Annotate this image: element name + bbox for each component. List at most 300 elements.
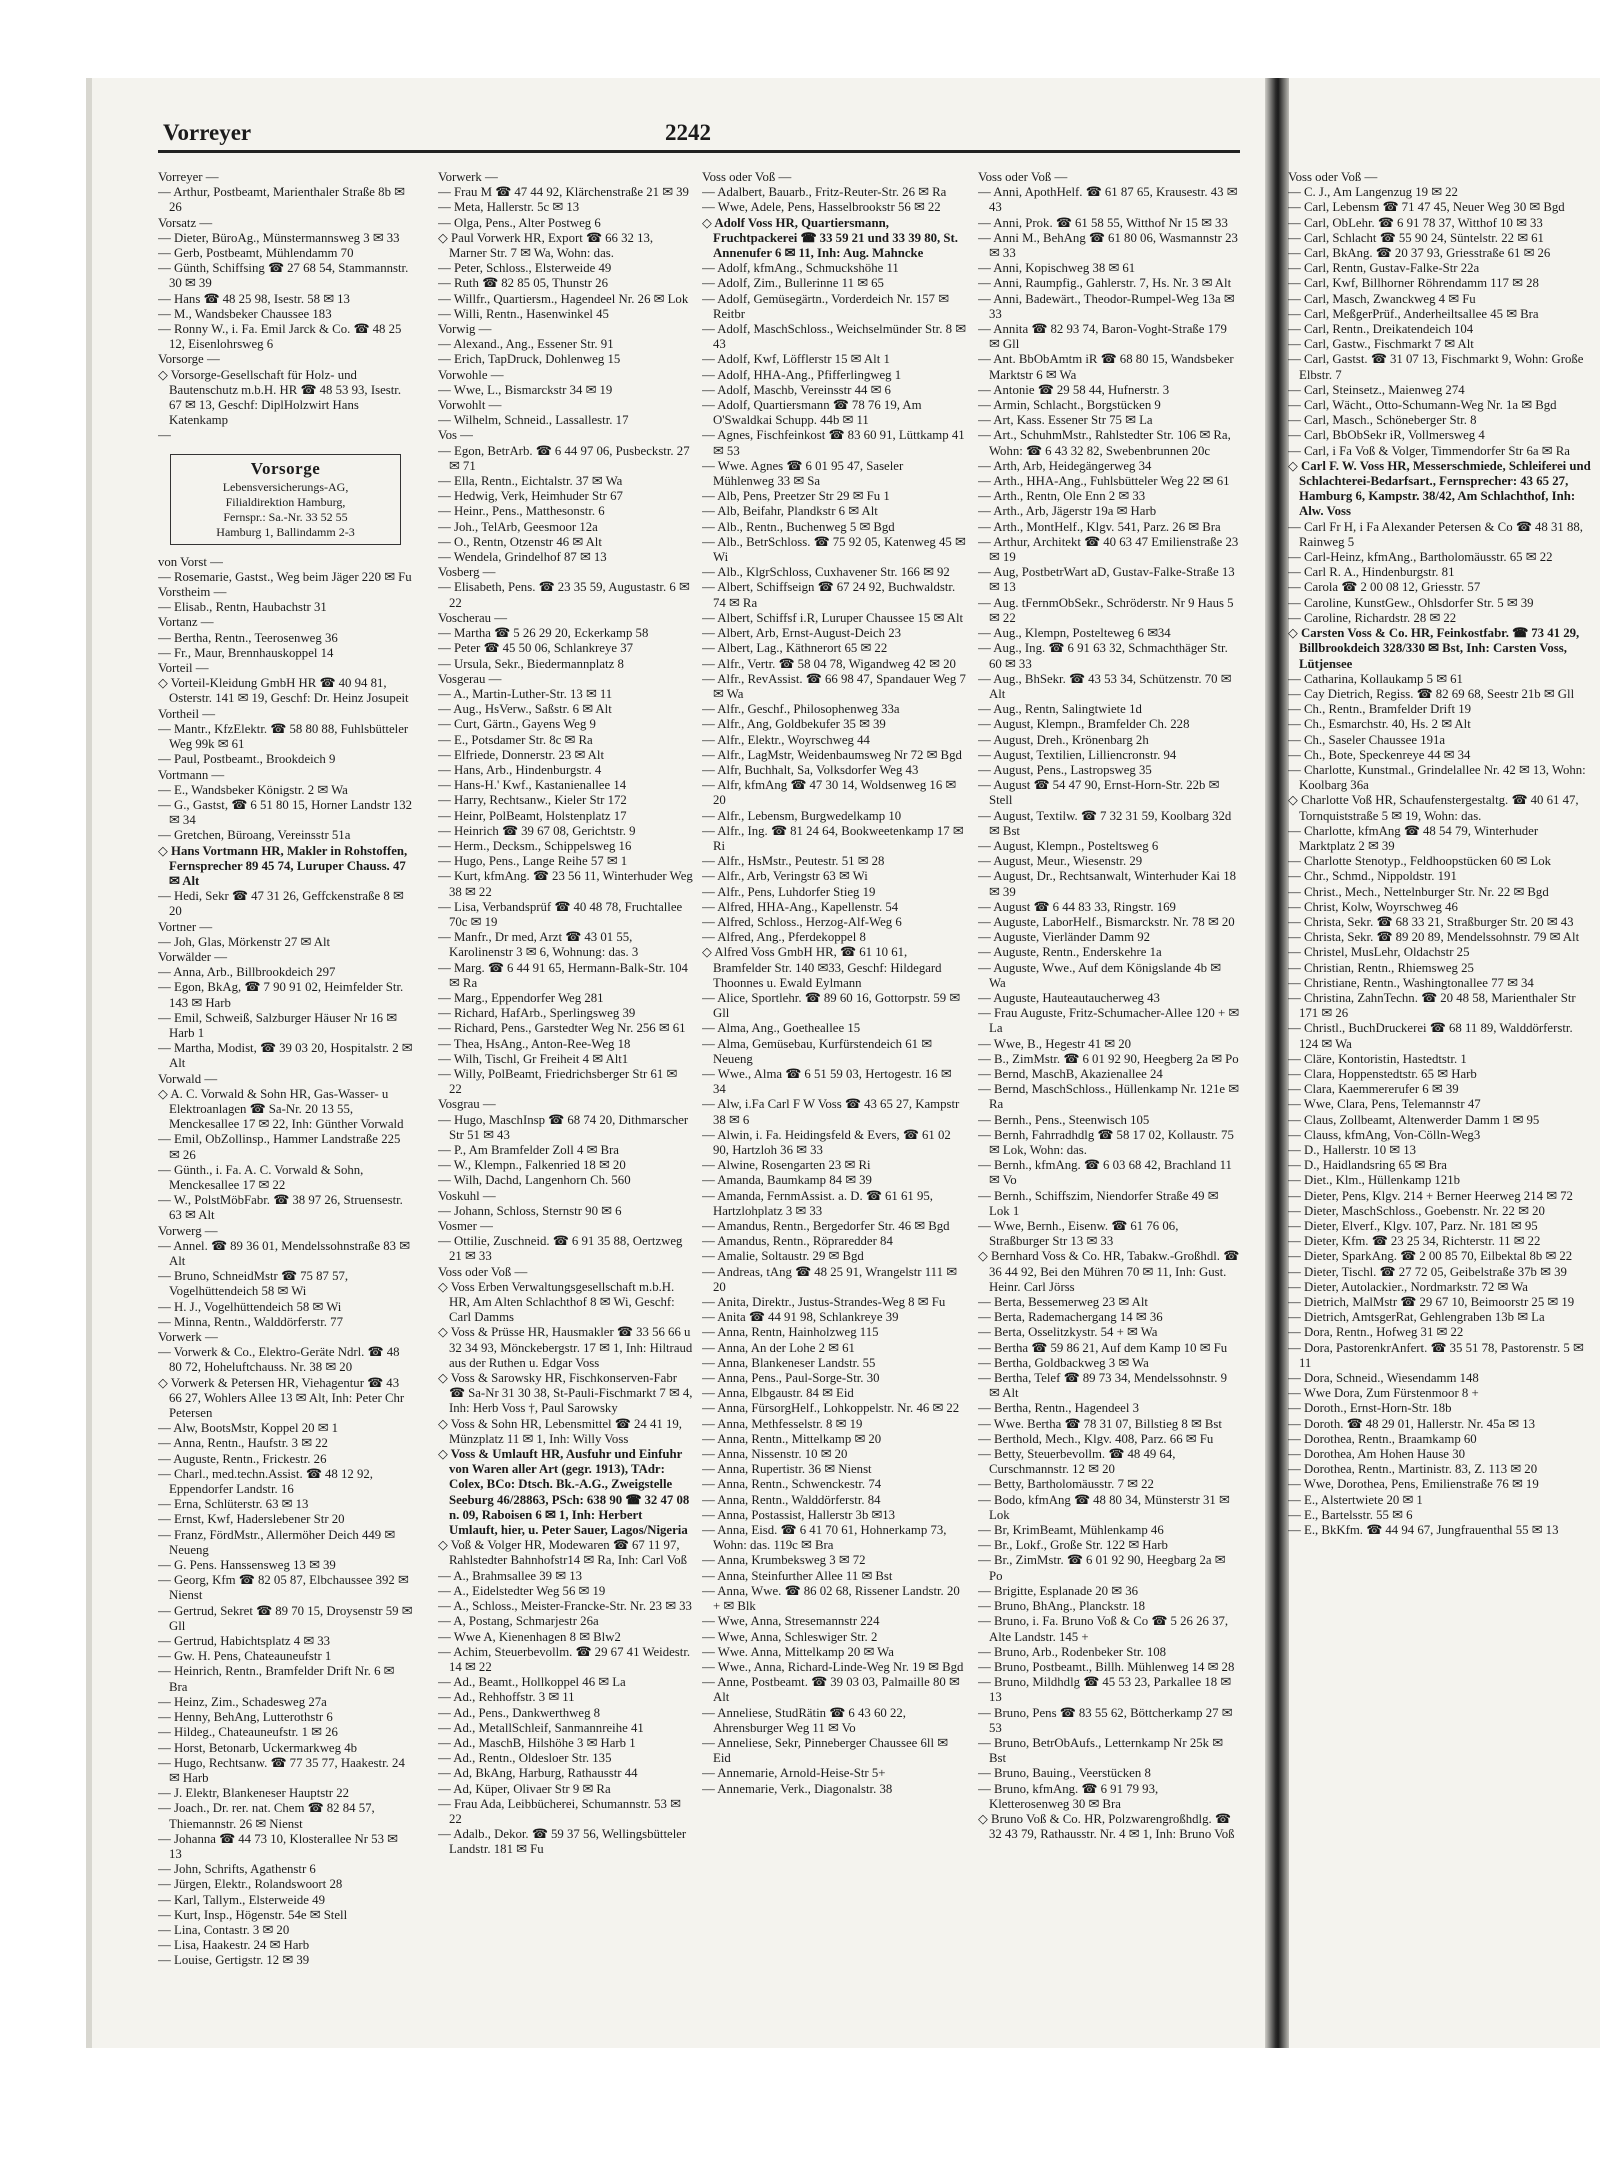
directory-entry: — Gerb, Postbeamt, Mühlendamm 70	[158, 246, 354, 261]
directory-entry: — Wendela, Grindelhof 87 ✉ 13	[438, 550, 607, 565]
directory-entry: — Alfr., Lebensm, Burgwedelkamp 10	[702, 808, 902, 823]
directory-entry: —	[158, 428, 171, 443]
directory-entry: — Dieter, SparkAng. ☎ 2 00 85 70, Eilbektal 8b ✉ 22	[1288, 1249, 1573, 1264]
directory-entry: — Anna, Rentn., Mittelkamp ✉ 20	[702, 1431, 882, 1446]
directory-entry: — Gertrud, Sekret ☎ 89 70 15, Droysenstr 59 ✉ Gll	[158, 1603, 413, 1633]
directory-entry: — Aug., HsVerw., Saßstr. 6 ✉ Alt	[438, 702, 612, 717]
directory-entry: Vosgerau —	[438, 671, 502, 686]
directory-entry: — Auguste, Wwe., Auf dem Königslande 4b ✉ Wa	[978, 960, 1221, 990]
directory-entry: — C. J., Am Langenzug 19 ✉ 22	[1288, 185, 1458, 200]
directory-entry: Voss oder Voß —	[702, 170, 792, 184]
directory-entry: — Dora, Rentn., Hofweg 31 ✉ 22	[1288, 1325, 1464, 1340]
directory-entry: — Wilhelm, Schneid., Lassallestr. 17	[438, 413, 629, 428]
directory-entry: — Anne, Postbeamt. ☎ 39 03 03, Palmaille 80 ✉ Alt	[702, 1675, 960, 1705]
directory-entry: — Carl, Rentn., Dreikatendeich 104	[1288, 322, 1474, 337]
directory-entry: — Alfr., Vertr. ☎ 58 04 78, Wigandweg 42 ✉ 20	[702, 656, 956, 671]
directory-entry: — Hildeg., Chateauneufstr. 1 ✉ 26	[158, 1725, 338, 1740]
directory-entry: — Charlotte, kfmAng ☎ 48 54 79, Winterhuder Marktplatz 2 ✉ 39	[1288, 823, 1539, 853]
directory-entry: — Alfr., HsMstr., Peutestr. 51 ✉ 28	[702, 854, 885, 869]
directory-entry: — Alfred, Schloss., Herzog-Alf-Weg 6	[702, 914, 902, 929]
directory-entry: — Hugo, Pens., Lange Reihe 57 ✉ 1	[438, 854, 628, 869]
directory-entry: — E., Potsdamer Str. 8c ✉ Ra	[438, 732, 593, 747]
directory-entry: — Chr., Schmd., Nippoldstr. 191	[1288, 869, 1457, 884]
directory-entry: — Marg. ☎ 6 44 91 65, Hermann-Balk-Str. 104 ✉ Ra	[438, 960, 688, 990]
directory-entry: — Karl, Tallym., Elsterweide 49	[158, 1892, 325, 1907]
directory-entry: — Marg., Eppendorfer Weg 281	[438, 990, 604, 1005]
directory-entry: — Caroline, Richardstr. 28 ✉ 22	[1288, 610, 1457, 625]
directory-entry: — Alfr., RevAssist. ☎ 66 98 47, Spandauer Weg 7 ✉ Wa	[702, 671, 966, 701]
directory-entry: — Ad., Pens., Dankwerthweg 8	[438, 1705, 601, 1720]
page-edge	[86, 78, 92, 2048]
directory-entry: — Bruno, Arb., Rodenbeker Str. 108	[978, 1644, 1167, 1659]
directory-entry: — Hedwig, Verk, Heimhuder Str 67	[438, 489, 623, 504]
directory-entry: — Anna, Nissenstr. 10 ✉ 20	[702, 1447, 848, 1462]
directory-entry: — Annita ☎ 82 93 74, Baron-Voght-Straße 179 ✉ Gll	[978, 322, 1227, 352]
directory-entry: Vortmann —	[158, 767, 225, 782]
directory-entry: — John, Schrifts, Agathenstr 6	[158, 1862, 316, 1877]
directory-entry: — Carl, BkAng. ☎ 20 37 93, Griesstraße 61 ✉ 26	[1288, 246, 1551, 261]
directory-entry: Vortner —	[158, 919, 213, 934]
directory-entry: — E., Bartelsstr. 55 ✉ 6	[1288, 1507, 1413, 1522]
directory-entry: — Richard, Pens., Garstedter Weg Nr. 256 ✉ 61	[438, 1021, 686, 1036]
directory-entry: ◇ Charlotte Voß HR, Schaufenstergestaltg. ☎ 40 61 47, Tornquiststraße 5 ✉ 19, Wohn: das.	[1288, 793, 1579, 823]
directory-entry: — Alfr., Ang, Goldbekufer 35 ✉ 39	[702, 717, 886, 732]
directory-entry: — Bruno, Bauing., Veerstücken 8	[978, 1766, 1151, 1781]
directory-entry: Vorwohlt —	[438, 398, 502, 413]
directory-entry: — Bernh., Schiffszim, Niendorfer Straße 49 ✉ Lok 1	[978, 1188, 1219, 1218]
directory-entry: — Alfr., Arb, Veringstr 63 ✉ Wi	[702, 869, 868, 884]
directory-entry: — Georg, Kfm ☎ 82 05 87, Elbchaussee 392 ✉ Nienst	[158, 1573, 409, 1603]
directory-entry: — Carl, Masch., Schöneberger Str. 8	[1288, 413, 1477, 428]
directory-column-4	[978, 170, 1240, 1990]
directory-entry: — Ch., Saseler Chaussee 191a	[1288, 732, 1446, 747]
directory-entry: — Carl-Heinz, kfmAng., Bartholomäusstr. 65 ✉ 22	[1288, 550, 1553, 565]
directory-entry: — Meta, Hallerstr. 5c ✉ 13	[438, 200, 580, 215]
directory-entry: Vorstheim —	[158, 585, 227, 600]
directory-entry: — Minna, Rentn., Walddörferstr. 77	[158, 1314, 343, 1329]
directory-entry: — Aug., Rentn, Salingtwiete 1d	[978, 702, 1142, 717]
directory-entry: — Wwe. Agnes ☎ 6 01 95 47, Saseler Mühlenweg 33 ✉ Sa	[702, 458, 904, 489]
directory-entry: — Claus, Zollbeamt, Altenwerder Damm 1 ✉ 95	[1288, 1112, 1540, 1127]
directory-entry: — Alwine, Rosengarten 23 ✉ Ri	[702, 1158, 871, 1173]
directory-entry: — Kurt, kfmAng. ☎ 23 56 11, Winterhuder Weg 38 ✉ 22	[438, 869, 693, 899]
directory-entry: — Dietrich, MalMstr ☎ 29 67 10, Beimoorstr 25 ✉ 19	[1288, 1295, 1575, 1310]
directory-entry: — Arth., Arb, Jägerstr 19a ✉ Harb	[978, 504, 1157, 519]
directory-entry: — Charlotte, Kunstmal., Grindelallee Nr. 42 ✉ 13, Wohn: Koolbarg 36a	[1288, 762, 1586, 793]
directory-entry: ◇ Carl F. W. Voss HR, Messerschmiede, Schleiferei und Schlachterei-Bedarfsart., Fernsprecher: 43 65 27, Hamburg 6, Kampstr. 38/42, Am Schlachthof, Inh: Alw. Voss	[1288, 458, 1591, 519]
directory-entry: — A, Postang, Schmarjestr 26a	[438, 1614, 599, 1629]
directory-entry: — Anna, Wwe. ☎ 86 02 68, Rissener Landstr. 20 + ✉ Blk	[702, 1583, 960, 1614]
directory-entry: — August, Dreh., Krönenbarg 2h	[978, 732, 1149, 747]
directory-entry: — Auguste, Rentn., Frickestr. 26	[158, 1451, 327, 1466]
directory-entry: — Herm., Decksm., Schippelsweg 16	[438, 838, 632, 853]
directory-entry: — Amandus, Rentn., Bergedorfer Str. 46 ✉ Bgd	[702, 1219, 950, 1234]
directory-entry: — Hugo, MaschInsp ☎ 68 74 20, Dithmarscher Str 51 ✉ 43	[438, 1112, 689, 1142]
directory-entry: — Wwe, B., Hegestr 41 ✉ 20	[978, 1036, 1132, 1051]
directory-entry: — Christina, ZahnTechn. ☎ 20 48 58, Marienthaler Str 171 ✉ 26	[1288, 990, 1576, 1021]
directory-entry: Vosberg —	[438, 565, 496, 580]
directory-entry: — Hugo, Rechtsanw. ☎ 77 35 77, Haakestr. 24 ✉ Harb	[158, 1755, 405, 1785]
directory-entry: Vorwerk —	[158, 1330, 218, 1345]
directory-entry: — Adolf, kfmAng., Schmuckshöhe 11	[702, 261, 899, 276]
directory-entry: — Carl, Steinsetz., Maienweg 274	[1288, 382, 1465, 397]
ad-line: Hamburg 1, Ballindamm 2-3	[216, 524, 355, 539]
directory-entry: — Heinz, Zim., Schadesweg 27a	[158, 1694, 327, 1709]
directory-entry: — Gretchen, Büroang, Vereinsstr 51a	[158, 828, 351, 843]
directory-entry: — August, Klempn., Posteltsweg 6	[978, 838, 1159, 853]
directory-entry: Voss oder Voß —	[978, 170, 1068, 184]
directory-entry: ◇ Hans Vortmann HR, Makler in Rohstoffen, Fernsprecher 89 45 74, Luruper Chauss. 47 ✉ Alt	[158, 843, 408, 888]
directory-entry: — Anna, Rentn, Hainholzweg 115	[702, 1325, 879, 1340]
directory-entry: — Arth., Rentn, Ole Enn 2 ✉ 33	[978, 489, 1146, 504]
directory-entry: — Annemarie, Verk., Diagonalstr. 38	[702, 1781, 893, 1796]
directory-entry: — Amanda, FernmAssist. a. D. ☎ 61 61 95, Hartzlohplatz 3 ✉ 33	[702, 1188, 933, 1218]
directory-entry: — Peter ☎ 45 50 06, Schlankreye 37	[438, 641, 634, 656]
directory-entry: — Bruno, kfmAng. ☎ 6 91 79 93, Kletterosenweg 30 ✉ Bra	[978, 1781, 1159, 1811]
directory-entry: — Charlotte Stenotyp., Feldhoopstücken 60 ✉ Lok	[1288, 854, 1552, 869]
directory-entry: Vortanz —	[158, 615, 214, 630]
directory-entry: ◇ A. C. Vorwald & Sohn HR, Gas-Wasser- u Elektroanlagen ☎ Sa-Nr. 20 13 55, Menckesallee 17 ✉ 22, Inh: Günther Vorwald	[158, 1086, 404, 1132]
directory-entry: ◇ Paul Vorwerk HR, Export ☎ 66 32 13, Marner Str. 7 ✉ Wa, Wohn: das.	[438, 230, 654, 261]
directory-entry: — Aug., Klempn, Postelteweg 6 ✉34	[978, 626, 1171, 641]
directory-entry: — Alma, Gemüsebau, Kurfürstendeich 61 ✉ Neueng	[702, 1036, 932, 1066]
directory-entry: — Ottilie, Zuschneid. ☎ 6 91 35 88, Oertzweg 21 ✉ 33	[438, 1234, 683, 1264]
directory-entry: — Anna, Krumbeksweg 3 ✉ 72	[702, 1553, 866, 1568]
directory-entry: — A., Brahmsallee 39 ✉ 13	[438, 1568, 583, 1583]
directory-entry: — Alb., BetrSchloss. ☎ 75 92 05, Katenweg 45 ✉ Wi	[702, 534, 966, 565]
directory-entry: — E., Alstertwiete 20 ✉ 1	[1288, 1492, 1423, 1507]
directory-entry: — Ad, Küper, Olivaer Str 9 ✉ Ra	[438, 1781, 611, 1796]
directory-entry: — Anita ☎ 44 91 98, Schlankreye 39	[702, 1310, 899, 1325]
directory-entry: — Alw, i.Fa Carl F W Voss ☎ 43 65 27, Kampstr 38 ✉ 6	[702, 1097, 960, 1127]
directory-entry: — Cay Dietrich, Regiss. ☎ 82 69 68, Seestr 21b ✉ Gll	[1288, 686, 1575, 701]
directory-entry: — Ronny W., i. Fa. Emil Jarck & Co. ☎ 48 25 12, Eisenlohrsweg 6	[158, 322, 402, 352]
directory-entry: — Gw. H. Pens, Chateauneufstr 1	[158, 1649, 332, 1664]
directory-entry: — Harry, Rechtsanw., Kieler Str 172	[438, 793, 627, 808]
directory-entry: ◇ Voss Erben Verwaltungsgesellschaft m.b.H. HR, Am Alten Schlachthof 8 ✉ Wi, Geschf: Carl Damms	[438, 1279, 675, 1325]
directory-entry: — Christa, Sekr. ☎ 68 33 21, Straßburger Str. 20 ✉ 43	[1288, 914, 1574, 929]
directory-entry: — Clauss, kfmAng, Von-Cölln-Weg3	[1288, 1127, 1481, 1142]
directory-entry: — Ad., Beamt., Hollkoppel 46 ✉ La	[438, 1675, 626, 1690]
directory-entry: — Auguste, Vierländer Damm 92	[978, 930, 1151, 945]
directory-entry: — Anni, Badewärt., Theodor-Rumpel-Weg 13a ✉ 33	[978, 291, 1235, 321]
directory-entry: — Manfr., Dr med, Arzt ☎ 43 01 55, Karolinenstr 3 ✉ 6, Wohnung: das. 3	[438, 930, 639, 960]
directory-entry: — Anna, Methfesselstr. 8 ✉ 19	[702, 1416, 863, 1431]
directory-entry: Vosgrau —	[438, 1097, 496, 1112]
directory-entry: — Cläre, Kontoristin, Hastedtstr. 1	[1288, 1051, 1467, 1066]
directory-entry: — Caroline, KunstGew., Ohlsdorfer Str. 5 ✉ 39	[1288, 595, 1534, 610]
directory-entry: ◇ Voß & Volger HR, Modewaren ☎ 67 11 97, Rahlstedter Bahnhofstr14 ✉ Ra, Inh: Carl Voß	[438, 1538, 688, 1568]
directory-entry: — Peter, Schloss., Elsterweide 49	[438, 261, 612, 276]
directory-entry: — Carl, Lebensm ☎ 71 47 45, Neuer Weg 30 ✉ Bgd	[1288, 200, 1565, 215]
directory-entry: — Anna, Rentn., Schwenckestr. 74	[702, 1477, 882, 1492]
directory-entry: — Elisab., Rentn, Haubachstr 31	[158, 600, 327, 615]
directory-entry: ◇ Adolf Voss HR, Quartiersmann, Fruchtpackerei ☎ 33 59 21 und 33 39 80, St. Annenufer 6 ✉ 11, Inh: Aug. Mahncke	[702, 215, 958, 261]
header-rule	[158, 150, 1240, 153]
directory-entry: — August ☎ 6 44 83 33, Ringstr. 169	[978, 899, 1176, 914]
directory-entry: — Curt, Gärtn., Gayens Weg 9	[438, 717, 596, 732]
directory-entry: — D., Haidlandsring 65 ✉ Bra	[1288, 1158, 1447, 1173]
directory-entry: — Arth., MontHelf., Klgv. 541, Parz. 26 ✉ Bra	[978, 519, 1221, 534]
directory-entry: — Charl., med.techn.Assist. ☎ 48 12 92, Eppendorfer Landstr. 16	[158, 1466, 373, 1497]
directory-entry: — Christel, MusLehr, Oldachstr 25	[1288, 945, 1470, 960]
directory-entry: — Wwe, Bernh., Eisenw. ☎ 61 76 06, Straßburger Str 13 ✉ 33	[978, 1219, 1179, 1249]
directory-entry: ◇ Bernhard Voss & Co. HR, Tabakw.-Großhdl. ☎ 36 44 92, Bei den Mühren 70 ✉ 11, Inh: Gust. Heinr. Carl Jörss	[978, 1249, 1240, 1294]
directory-entry: — Alwin, i. Fa. Heidingsfeld & Evers, ☎ 61 02 90, Hartzloh 36 ✉ 33	[702, 1127, 951, 1157]
directory-entry: — Bertha, Telef ☎ 89 73 34, Mendelssohnstr. 9 ✉ Alt	[978, 1371, 1228, 1401]
directory-entry: — Carl, Gastst. ☎ 31 07 13, Fischmarkt 9, Wohn: Große Elbstr. 7	[1288, 352, 1584, 382]
directory-entry: — Alb, Pens, Preetzer Str 29 ✉ Fu 1	[702, 489, 890, 504]
directory-entry: — Dorothea, Rentn., Martinistr. 83, Z. 113 ✉ 20	[1288, 1462, 1538, 1477]
directory-entry: — Wwe. Anna, Mittelkamp 20 ✉ Wa	[702, 1644, 894, 1659]
directory-entry: — Carl, ObLehr. ☎ 6 91 78 37, Witthof 10 ✉ 33	[1288, 215, 1543, 230]
directory-entry: — Christ, Kolw, Woyrschweg 46	[1288, 899, 1458, 914]
directory-entry: — Ruth ☎ 82 85 05, Thunstr 26	[438, 276, 608, 291]
directory-entry: — Arthur, Postbeamt, Marienthaler Straße 8b ✉ 26	[158, 185, 405, 215]
directory-entry: — Heinrich, Rentn., Bramfelder Drift Nr. 6 ✉ Bra	[158, 1664, 395, 1694]
book-gutter	[1265, 78, 1289, 2048]
directory-entry: — Louise, Gertigstr. 12 ✉ 39	[158, 1953, 310, 1968]
directory-entry: — August ☎ 54 47 90, Ernst-Horn-Str. 22b ✉ Stell	[978, 778, 1220, 808]
directory-entry: — Alfred, HHA-Ang., Kapellenstr. 54	[702, 899, 899, 914]
directory-entry: — Clara, Hoppenstedtstr. 65 ✉ Harb	[1288, 1066, 1477, 1081]
directory-entry: ◇ Voss & Prüsse HR, Hausmakler ☎ 33 56 66 u 32 34 93, Mönckebergstr. 17 ✉ 1, Inh: Hiltraud aus der Ruthen u. Edgar Voss	[438, 1325, 693, 1370]
directory-entry: — Ad., MetallSchleif, Sanmannreihe 41	[438, 1720, 644, 1735]
directory-entry: — Auguste, LaborHelf., Bismarckstr. Nr. 78 ✉ 20	[978, 914, 1235, 929]
directory-entry: — Adolf, MaschSchloss., Weichselmünder Str. 8 ✉ 43	[702, 322, 966, 352]
directory-entry: — Frau Ada, Leibbücherei, Schumannstr. 53 ✉ 22	[438, 1796, 681, 1826]
directory-entry: — P., Am Bramfelder Zoll 4 ✉ Bra	[438, 1143, 619, 1157]
directory-entry: — Anna, Postassist, Hallerstr 3b ✉13	[702, 1507, 896, 1522]
directory-entry: — Dorothea, Rentn., Braamkamp 60	[1288, 1431, 1477, 1446]
directory-entry: Voss oder Voß —	[1288, 170, 1378, 184]
directory-entry: — Bruno, Postbeamt., Billh. Mühlenweg 14 ✉ 28	[978, 1659, 1235, 1674]
directory-entry: — Br, KrimBeamt, Mühlenkamp 46	[978, 1523, 1164, 1538]
directory-entry: ◇ Voss & Sohn HR, Lebensmittel ☎ 24 41 19, Münzplatz 11 ✉ 1, Inh: Willy Voss	[438, 1416, 682, 1446]
directory-entry: — Anna, Eisd. ☎ 6 41 70 61, Hohnerkamp 73, Wohn: das. 119c ✉ Bra	[702, 1523, 947, 1553]
directory-entry: — Olga, Pens., Alter Postweg 6	[438, 215, 601, 230]
directory-entry: — Ch., Bote, Speckenreye 44 ✉ 34	[1288, 747, 1471, 762]
directory-entry: — Erich, TapDruck, Dohlenweg 15	[438, 352, 621, 367]
directory-entry: — Albert, Arb, Ernst-August-Deich 23	[702, 626, 902, 641]
directory-entry: — Willfr., Quartiersm., Hagendeel Nr. 26 ✉ Lok	[438, 291, 689, 306]
directory-entry: — Horst, Betonarb, Uckermarkweg 4b	[158, 1740, 358, 1755]
directory-entry: — Bruno, BhAng., Planckstr. 18	[978, 1599, 1146, 1614]
directory-entry: — Wilh, Tischl, Gr Freiheit 4 ✉ Alt1	[438, 1051, 629, 1066]
directory-column-1	[158, 170, 413, 1990]
directory-entry: — Anita, Direktr., Justus-Strandes-Weg 8 ✉ Fu	[702, 1295, 946, 1310]
directory-entry: — Annemarie, Arnold-Heise-Str 5+	[702, 1766, 886, 1781]
directory-entry: — Johann, Schloss, Sternstr 90 ✉ 6	[438, 1203, 622, 1218]
directory-entry: — Adalbert, Bauarb., Fritz-Reuter-Str. 26 ✉ Ra	[702, 185, 947, 200]
directory-entry: — B., ZimMstr. ☎ 6 01 92 90, Heegberg 2a ✉ Po	[978, 1051, 1239, 1066]
directory-entry: — Hans ☎ 48 25 98, Isestr. 58 ✉ 13	[158, 291, 350, 306]
directory-entry: — Günth., i. Fa. A. C. Vorwald & Sohn, Menckesallee 17 ✉ 22	[158, 1162, 364, 1192]
directory-entry: — Carl, Rentn, Gustav-Falke-Str 22a	[1288, 261, 1480, 276]
directory-entry: — Willi, Rentn., Hasenwinkel 45	[438, 306, 609, 321]
directory-entry: — Dorothea, Am Hohen Hause 30	[1288, 1447, 1465, 1462]
directory-entry: — Paul, Postbeamt., Brookdeich 9	[158, 752, 336, 767]
directory-entry: — Ad., Rehhoffstr. 3 ✉ 11	[438, 1690, 575, 1705]
directory-entry: — Bodo, kfmAng ☎ 48 80 34, Münsterstr 31 ✉ Lok	[978, 1492, 1230, 1522]
directory-entry: — Adolf, Gemüsegärtn., Vorderdeich Nr. 157 ✉ Reitbr	[702, 291, 949, 321]
directory-entry: — Vorwerk & Co., Elektro-Geräte Ndrl. ☎ 48 80 72, Hoheluftchauss. Nr. 38 ✉ 20	[158, 1345, 400, 1375]
directory-entry: — J. Elektr, Blankeneser Hauptstr 22	[158, 1786, 350, 1801]
directory-entry: — Wwe A, Kienenhagen 8 ✉ Blw2	[438, 1629, 621, 1644]
directory-entry: — Anna, Arb., Billbrookdeich 297	[158, 965, 336, 980]
directory-entry: — Anni, Prok. ☎ 61 58 55, Witthof Nr 15 ✉ 33	[978, 215, 1228, 230]
directory-entry: — Hedi, Sekr ☎ 47 31 26, Geffckenstraße 8 ✉ 20	[158, 889, 404, 919]
directory-entry: — Günth, Schiffsing ☎ 27 68 54, Stammannstr. 30 ✉ 39	[158, 261, 409, 291]
directory-entry: — Arth., HHA-Ang., Fuhlsbütteler Weg 22 ✉ 61	[978, 474, 1230, 489]
directory-entry: — A., Eidelstedter Weg 56 ✉ 19	[438, 1583, 606, 1598]
directory-entry: — Elisabeth, Pens. ☎ 23 35 59, Augustastr. 6 ✉ 22	[438, 580, 690, 610]
directory-entry: — Bertha, Goldbackweg 3 ✉ Wa	[978, 1355, 1149, 1370]
directory-column-2	[438, 170, 693, 1990]
directory-entry: Vorsatz —	[158, 215, 213, 230]
directory-entry: Vos —	[438, 428, 473, 443]
directory-entry: — Alfr., LagMstr, Weidenbaumsweg Nr 72 ✉ Bgd	[702, 747, 962, 762]
directory-entry: — Carl, Gastw., Fischmarkt 7 ✉ Alt	[1288, 337, 1474, 352]
directory-entry: — Ch., Esmarchstr. 40, Hs. 2 ✉ Alt	[1288, 717, 1471, 732]
directory-entry: — Agnes, Fischfeinkost ☎ 83 60 91, Lüttkamp 41 ✉ 53	[702, 428, 965, 458]
directory-entry: ◇ Vorsorge-Gesellschaft für Holz- und Bautenschutz m.b.H. HR ☎ 48 53 93, Isestr. 67 ✉ 13, Geschf: DiplHolzwirt Hans Katenkamp	[158, 367, 402, 428]
directory-entry: Vorteil —	[158, 661, 209, 676]
directory-entry: — G. Pens. Hanssensweg 13 ✉ 39	[158, 1558, 336, 1573]
directory-entry: — Amanda, Baumkamp 84 ✉ 39	[702, 1173, 872, 1188]
directory-entry: — Alw, BootsMstr, Koppel 20 ✉ 1	[158, 1421, 339, 1436]
directory-entry: — Aug., Ing. ☎ 6 91 63 32, Schmachthäger Str. 60 ✉ 33	[978, 641, 1228, 671]
directory-entry: — M., Wandsbeker Chaussee 183	[158, 306, 332, 321]
directory-entry: — O., Rentn, Otzenstr 46 ✉ Alt	[438, 534, 602, 549]
directory-entry: — Dora, Schneid., Wiesendamm 148	[1288, 1371, 1479, 1386]
directory-entry: — Anni, Raumpfig., Gahlerstr. 7, Hs. Nr. 3 ✉ Alt	[978, 276, 1232, 291]
directory-entry: — Carl, i Fa Voß & Volger, Timmendorfer Str 6a ✉ Ra	[1288, 443, 1570, 458]
directory-entry: Vorwälder —	[158, 949, 228, 964]
ad-line: Fernspr.: Sa.-Nr. 33 52 55	[223, 509, 348, 524]
directory-entry: — Wwe, Dorothea, Pens, Emilienstraße 76 ✉ 19	[1288, 1477, 1539, 1492]
directory-entry: Voscherau —	[438, 610, 508, 625]
directory-entry: — Catharina, Kollaukamp 5 ✉ 61	[1288, 671, 1463, 686]
directory-entry: — Anni M., BehAng ☎ 61 80 06, Wasmannstr 23 ✉ 33	[978, 230, 1238, 261]
directory-entry: — Wwe., Alma ☎ 6 51 59 03, Hertogestr. 16 ✉ 34	[702, 1066, 952, 1097]
directory-entry: — Amandus, Rentn., Röpraredder 84	[702, 1234, 893, 1249]
directory-entry: — Arth, Arb, Heidegängerweg 34	[978, 458, 1152, 473]
directory-entry: — Dora, PastorenkrAnfert. ☎ 35 51 78, Pastorenstr. 5 ✉ 11	[1288, 1340, 1584, 1370]
directory-entry: — Alexand., Ang., Essener Str. 91	[438, 337, 614, 352]
directory-entry: — Erna, Schlüterstr. 63 ✉ 13	[158, 1497, 309, 1512]
directory-entry: — Bernh., Pens., Steenwisch 105	[978, 1112, 1150, 1127]
directory-entry: — Berta, Rademachergang 14 ✉ 36	[978, 1310, 1163, 1325]
directory-entry: — Dietrich, AmtsgerRat, Gehlengraben 13b ✉ La	[1288, 1310, 1545, 1325]
directory-entry: — Christa, Sekr. ☎ 89 20 89, Mendelssohnstr. 79 ✉ Alt	[1288, 930, 1580, 945]
directory-entry: — Willy, PolBeamt, Friedrichsberger Str 61 ✉ 22	[438, 1066, 678, 1097]
directory-entry: — Alfr., Elektr., Woyrschweg 44	[702, 732, 870, 747]
directory-entry: — Carl Fr H, i Fa Alexander Petersen & Co ☎ 48 31 88, Rainweg 5	[1288, 519, 1583, 549]
directory-entry: — Achim, Steuerbevollm. ☎ 29 67 41 Weidestr. 14 ✉ 22	[438, 1644, 691, 1674]
directory-entry: — August, Textilien, Lilliencronstr. 94	[978, 747, 1177, 762]
directory-entry: — Art, Kass. Essener Str 75 ✉ La	[978, 413, 1153, 428]
directory-entry: Vorwerk —	[438, 170, 498, 184]
directory-entry: — Wilh, Dachd, Langenhorn Ch. 560	[438, 1173, 631, 1188]
directory-entry: — Bernd, MaschSchloss., Hüllenkamp Nr. 121e ✉ Ra	[978, 1082, 1239, 1112]
directory-entry: — Aug., BhSekr. ☎ 43 53 34, Schützenstr. 70 ✉ Alt	[978, 671, 1232, 701]
directory-entry: ◇ Bruno Voß & Co. HR, Polzwarengroßhdlg. ☎ 32 43 79, Rathausstr. Nr. 4 ✉ 1, Inh: Bruno Voß	[978, 1811, 1235, 1842]
directory-entry: ◇ Carsten Voss & Co. HR, Feinkostfabr. ☎ 73 41 29, Billbrookdeich 328/330 ✉ Bst, Inh: Carsten Voss, Lütjensee	[1288, 626, 1580, 671]
directory-entry: — Carl, Schlacht ☎ 55 90 24, Süntelstr. 22 ✉ 61	[1288, 230, 1544, 245]
directory-entry: — Joh., TelArb, Geesmoor 12a	[438, 519, 598, 534]
directory-entry: — Frau M ☎ 47 44 92, Klärchenstraße 21 ✉ 39	[438, 185, 689, 200]
directory-entry: — Bruno, BetrObAufs., Letternkamp Nr 25k ✉ Bst	[978, 1735, 1223, 1766]
directory-entry: — Dieter, BüroAg., Münstermannsweg 3 ✉ 33	[158, 230, 400, 245]
directory-entry: — Wwe, Anna, Schleswiger Str. 2	[702, 1629, 878, 1644]
directory-column-3	[702, 170, 967, 1990]
directory-entry: — Berta, Bessemerweg 23 ✉ Alt	[978, 1295, 1148, 1310]
directory-entry: — Johanna ☎ 44 73 10, Klosterallee Nr 53 ✉ 13	[158, 1831, 398, 1861]
directory-entry: — Br., Lokf., Große Str. 122 ✉ Harb	[978, 1538, 1168, 1553]
directory-entry: — Anna, Blankeneser Landstr. 55	[702, 1355, 876, 1370]
directory-entry: Vosmer —	[438, 1219, 493, 1234]
directory-entry: — Wwe. Bertha ☎ 78 31 07, Billstieg 8 ✉ Bst	[978, 1416, 1222, 1431]
directory-entry: ◇ Voss & Sarowsky HR, Fischkonserven-Fabr ☎ Sa-Nr 31 30 38, St-Pauli-Fischmarkt 7 ✉ 4, Inh: Herb Voss †, Paul Sarowsky	[438, 1371, 693, 1416]
directory-entry: — Fr., Maur, Brennhauskoppel 14	[158, 645, 334, 660]
directory-entry: — Br., ZimMstr. ☎ 6 01 92 90, Heegbarg 2a ✉ Po	[978, 1553, 1226, 1583]
directory-entry: — Ant. BbObAmtm iR ☎ 68 80 15, Wandsbeker Marktstr 6 ✉ Wa	[978, 352, 1234, 382]
directory-entry: — Christl., BuchDruckerei ☎ 68 11 89, Walddörferstr. 124 ✉ Wa	[1288, 1021, 1573, 1051]
directory-entry: Vorsorge —	[158, 352, 220, 367]
directory-entry: — Bruno, SchneidMstr ☎ 75 87 57, Vogelhüttendeich 58 ✉ Wi	[158, 1269, 349, 1299]
directory-entry: — Auguste, Hauteautaucherweg 43	[978, 990, 1160, 1005]
directory-entry: — H. J., Vogelhüttendeich 58 ✉ Wi	[158, 1299, 342, 1314]
directory-entry: Vorwig —	[438, 322, 492, 337]
directory-entry: — Aug, PostbetrWart aD, Gustav-Falke-Straße 13 ✉ 13	[978, 565, 1235, 595]
directory-entry: — Bernh., kfmAng. ☎ 6 03 68 42, Brachland 11 ✉ Vo	[978, 1158, 1232, 1188]
directory-entry: — Alb., Rentn., Buchenweg 5 ✉ Bgd	[702, 519, 895, 534]
ad-line: Lebensversicherungs-AG,	[222, 479, 349, 494]
directory-entry: — G., Gastst, ☎ 6 51 80 15, Horner Landstr 132 ✉ 34	[158, 797, 413, 828]
directory-entry: — Auguste, Rentn., Enderskehre 1a	[978, 945, 1162, 960]
directory-entry: — Carola ☎ 2 00 08 12, Griesstr. 57	[1288, 580, 1481, 595]
directory-entry: — Kurt, Insp., Högenstr. 54e ✉ Stell	[158, 1907, 348, 1922]
directory-entry: — A., Schloss., Meister-Francke-Str. Nr. 23 ✉ 33	[438, 1599, 692, 1614]
directory-entry: — August, Pens., Lastropsweg 35	[978, 762, 1152, 777]
directory-entry: von Vorst —	[158, 554, 223, 569]
directory-entry: — Anneliese, Sekr, Pinneberger Chaussee 6ll ✉ Eid	[702, 1735, 948, 1766]
directory-entry: — Brigitte, Esplanade 20 ✉ 36	[978, 1583, 1138, 1598]
directory-entry: — Joh, Glas, Mörkenstr 27 ✉ Alt	[158, 934, 331, 949]
directory-entry: — Emil, ObZollinsp., Hammer Landstraße 225 ✉ 26	[158, 1132, 401, 1162]
directory-entry: — Ad, BkAng, Harburg, Rathausstr 44	[438, 1766, 638, 1781]
directory-entry: — Annel. ☎ 89 36 01, Mendelssohnstraße 83 ✉ Alt	[158, 1238, 411, 1268]
directory-entry: — Carl, Wächt., Otto-Schumann-Weg Nr. 1a ✉ Bgd	[1288, 398, 1557, 413]
directory-entry: — Joach., Dr. rer. nat. Chem ☎ 82 84 57, Thiemannstr. 26 ✉ Nienst	[158, 1801, 375, 1831]
directory-entry: — Frau Auguste, Fritz-Schumacher-Allee 120 + ✉ La	[978, 1006, 1240, 1036]
directory-entry: — Clara, Kaemmererufer 6 ✉ 39	[1288, 1082, 1459, 1097]
page-header-title: Vorreyer	[163, 120, 252, 145]
directory-entry: — Albert, Schiffseign ☎ 67 24 92, Buchwaldstr. 74 ✉ Ra	[702, 580, 956, 610]
advertisement-box	[170, 454, 401, 545]
directory-entry: — Gertrud, Habichtsplatz 4 ✉ 33	[158, 1634, 331, 1649]
directory-entry: — Bertha ☎ 59 86 21, Auf dem Kamp 10 ✉ Fu	[978, 1340, 1228, 1355]
ad-title: Vorsorge	[250, 458, 321, 478]
directory-entry: — Adolf, Maschb, Vereinsstr 44 ✉ 6	[702, 382, 891, 397]
directory-entry: — Hans, Arb., Hindenburgstr. 4	[438, 762, 602, 777]
directory-entry: — Amalie, Soltaustr. 29 ✉ Bgd	[702, 1249, 864, 1264]
directory-entry: — Henny, BehAng, Lutterothstr 6	[158, 1710, 333, 1725]
directory-entry: — Anna, Elbgaustr. 84 ✉ Eid	[702, 1386, 854, 1401]
directory-entry: Vorwald —	[158, 1071, 218, 1086]
directory-entry: — Wwe, Adele, Pens, Hasselbrookstr 56 ✉ 22	[702, 200, 941, 215]
